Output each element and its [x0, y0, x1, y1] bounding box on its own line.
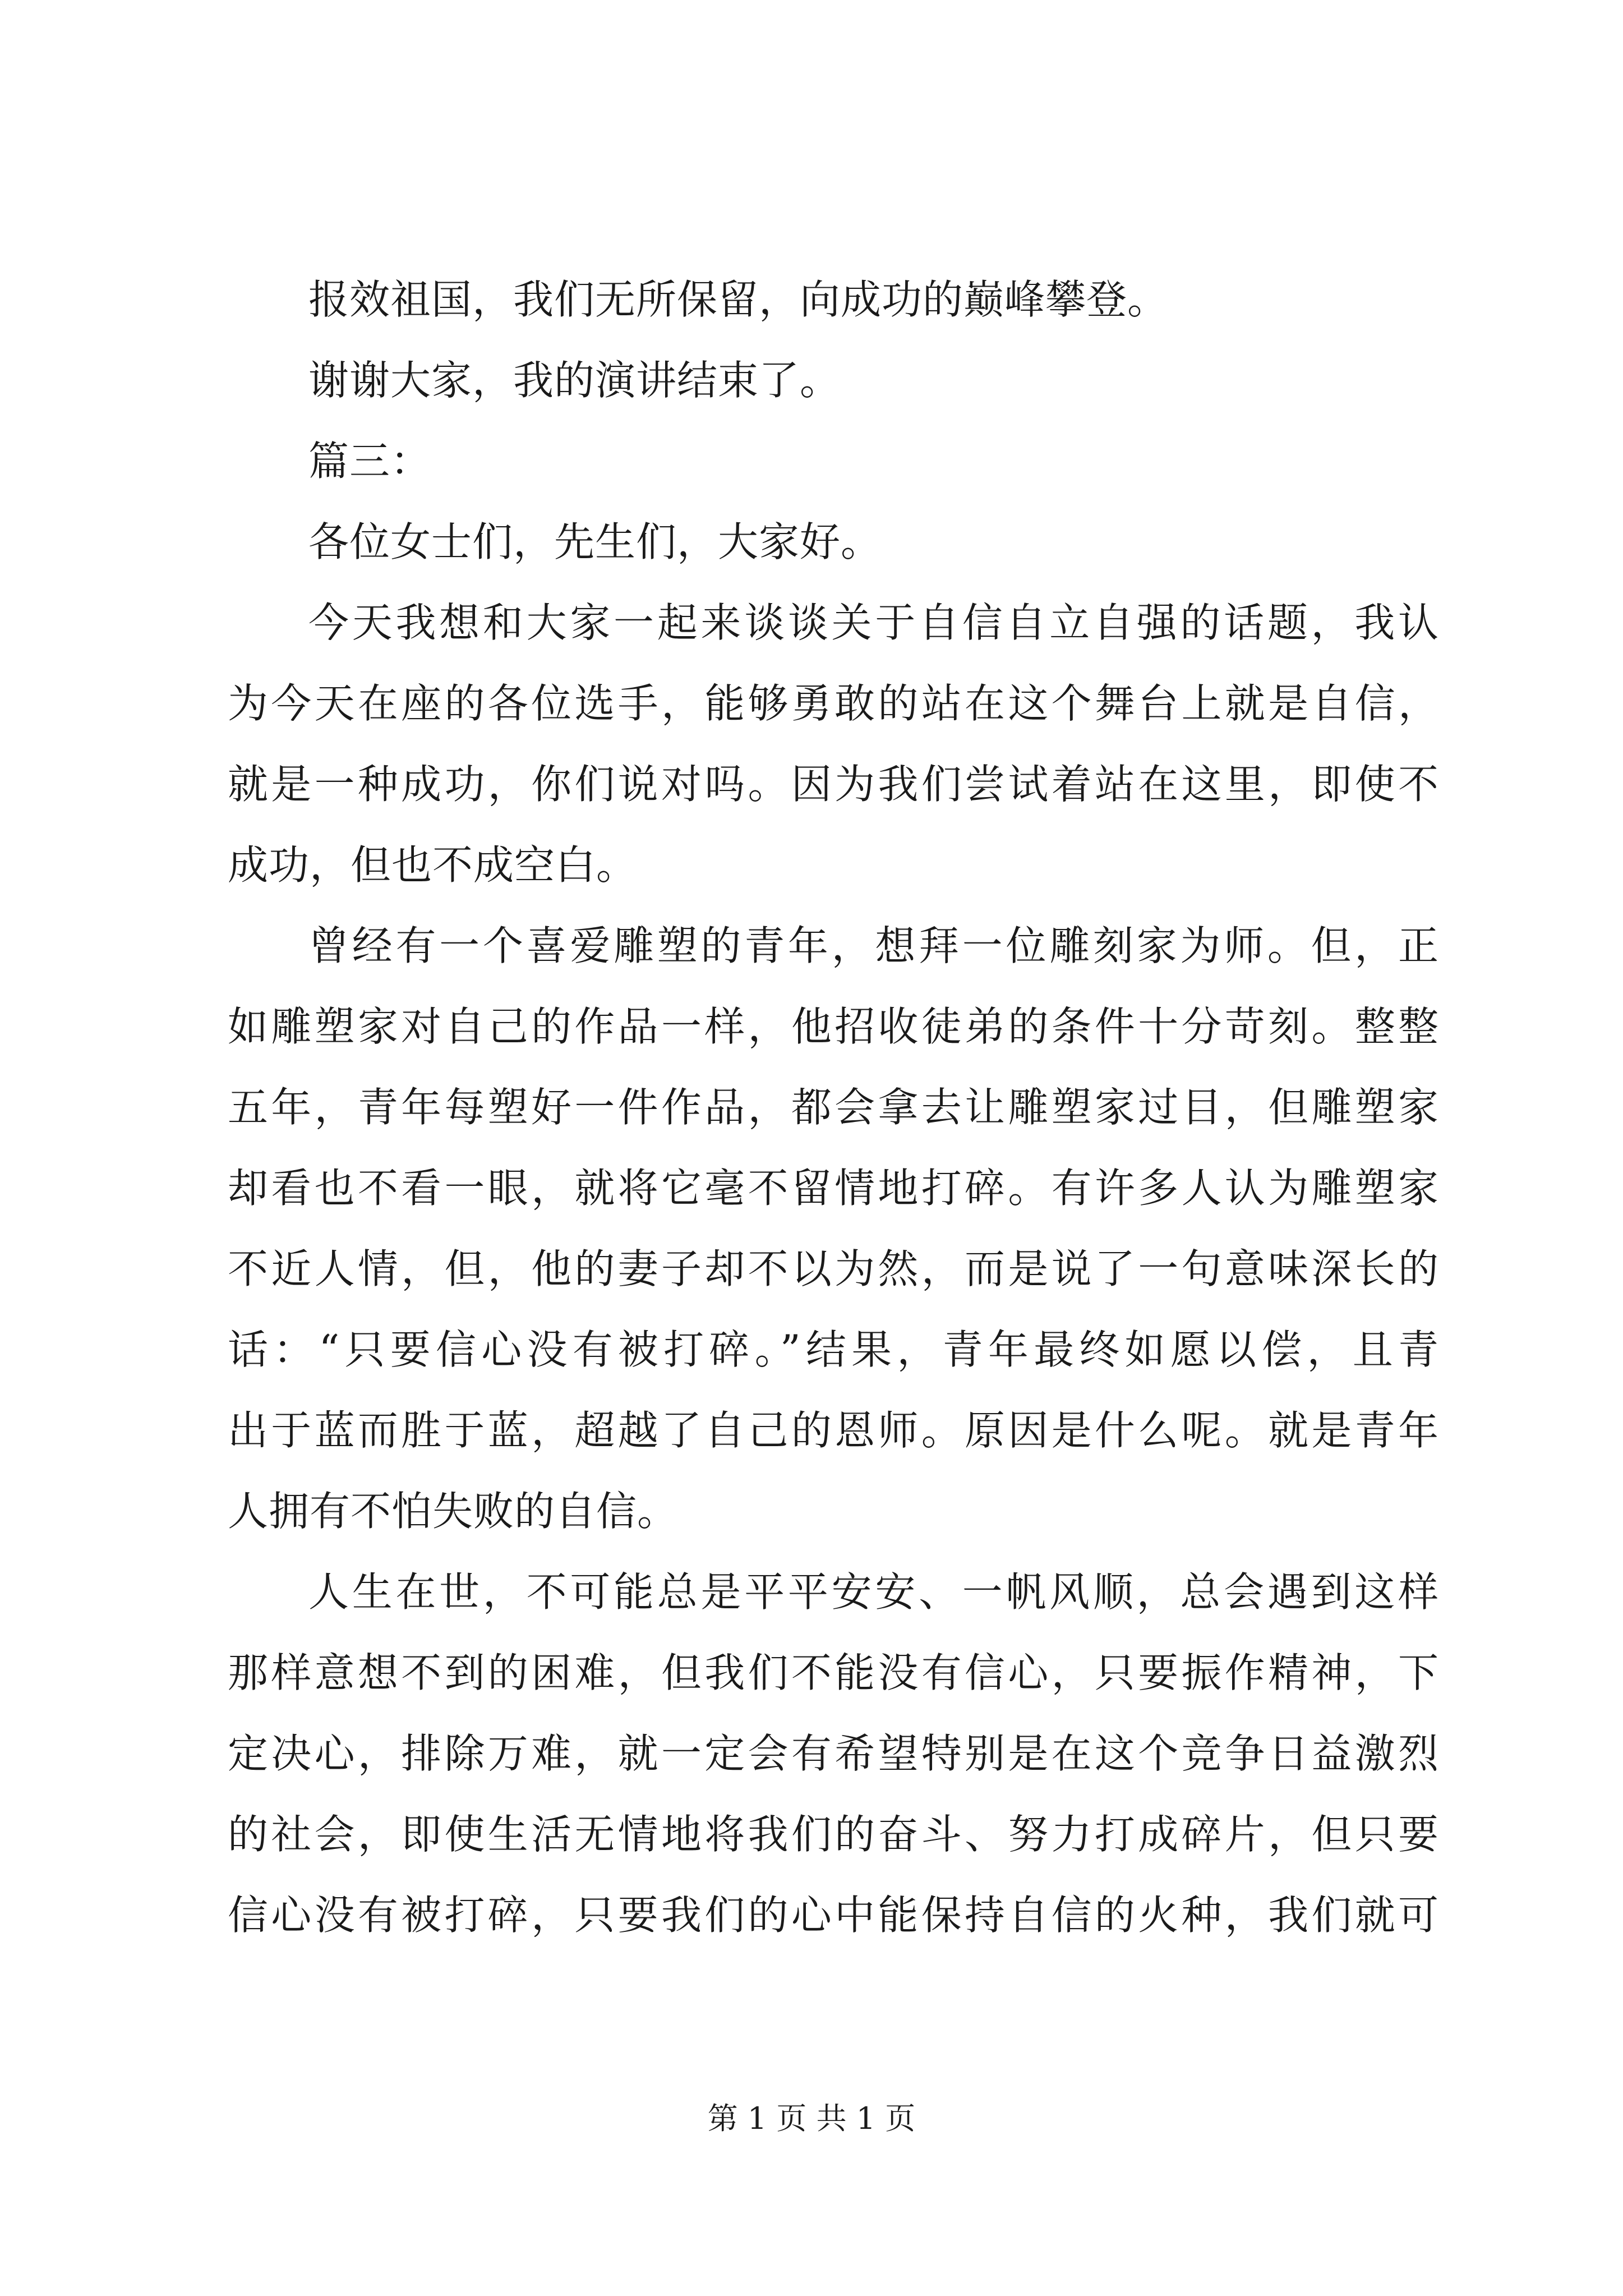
text-line: 今天我想和大家一起来谈谈关于自信自立自强的话题，我认	[308, 599, 1439, 646]
text-line: 人生在世，不可能总是平平安安、一帆风顺，总会遇到这样	[308, 1568, 1439, 1616]
text-line: 不近人情，但，他的妻子却不以为然，而是说了一句意味深长的	[228, 1245, 1439, 1292]
text-line: 曾经有一个喜爱雕塑的青年，想拜一位雕刻家为师。但，正	[308, 922, 1439, 969]
text-line: 就是一种成功，你们说对吗。因为我们尝试着站在这里，即使不	[228, 761, 1439, 808]
text-line: 人拥有不怕失败的自信。	[228, 1488, 679, 1535]
text-line: 成功，但也不成空白。	[228, 841, 638, 889]
text-line: 那样意想不到的困难，但我们不能没有信心，只要振作精神，下	[228, 1649, 1439, 1696]
text-line: 话：“只要信心没有被打碎。”结果，青年最终如愿以偿，且青	[228, 1326, 1439, 1373]
text-line: 为今天在座的各位选手，能够勇敢的站在这个舞台上就是自信，	[228, 680, 1439, 727]
text-line: 却看也不看一眼，就将它毫不留情地打碎。有许多人认为雕塑家	[228, 1165, 1439, 1212]
text-line: 各位女士们，先生们，大家好。	[308, 518, 882, 565]
document-body	[228, 259, 1439, 1955]
text-line: 谢谢大家，我的演讲结束了。	[308, 357, 841, 404]
text-line: 信心没有被打碎，只要我们的心中能保持自信的火种，我们就可	[228, 1892, 1439, 1939]
text-line: 五年，青年每塑好一件作品，都会拿去让雕塑家过目，但雕塑家	[228, 1084, 1439, 1131]
text-line: 如雕塑家对自己的作品一样，他招收徒弟的条件十分苛刻。整整	[228, 1003, 1439, 1050]
text-line: 的社会，即使生活无情地将我们的奋斗、努力打成碎片，但只要	[228, 1811, 1439, 1858]
text-line: 报效祖国，我们无所保留，向成功的巅峰攀登。	[308, 276, 1169, 323]
page-number-footer: 第 1 页 共 1 页	[707, 2101, 916, 2136]
text-line: 出于蓝而胜于蓝，超越了自己的恩师。原因是什么呢。就是青年	[228, 1407, 1439, 1454]
section-heading: 篇三：	[308, 438, 432, 485]
text-line: 定决心，排除万难，就一定会有希望特别是在这个竞争日益激烈	[228, 1730, 1439, 1777]
